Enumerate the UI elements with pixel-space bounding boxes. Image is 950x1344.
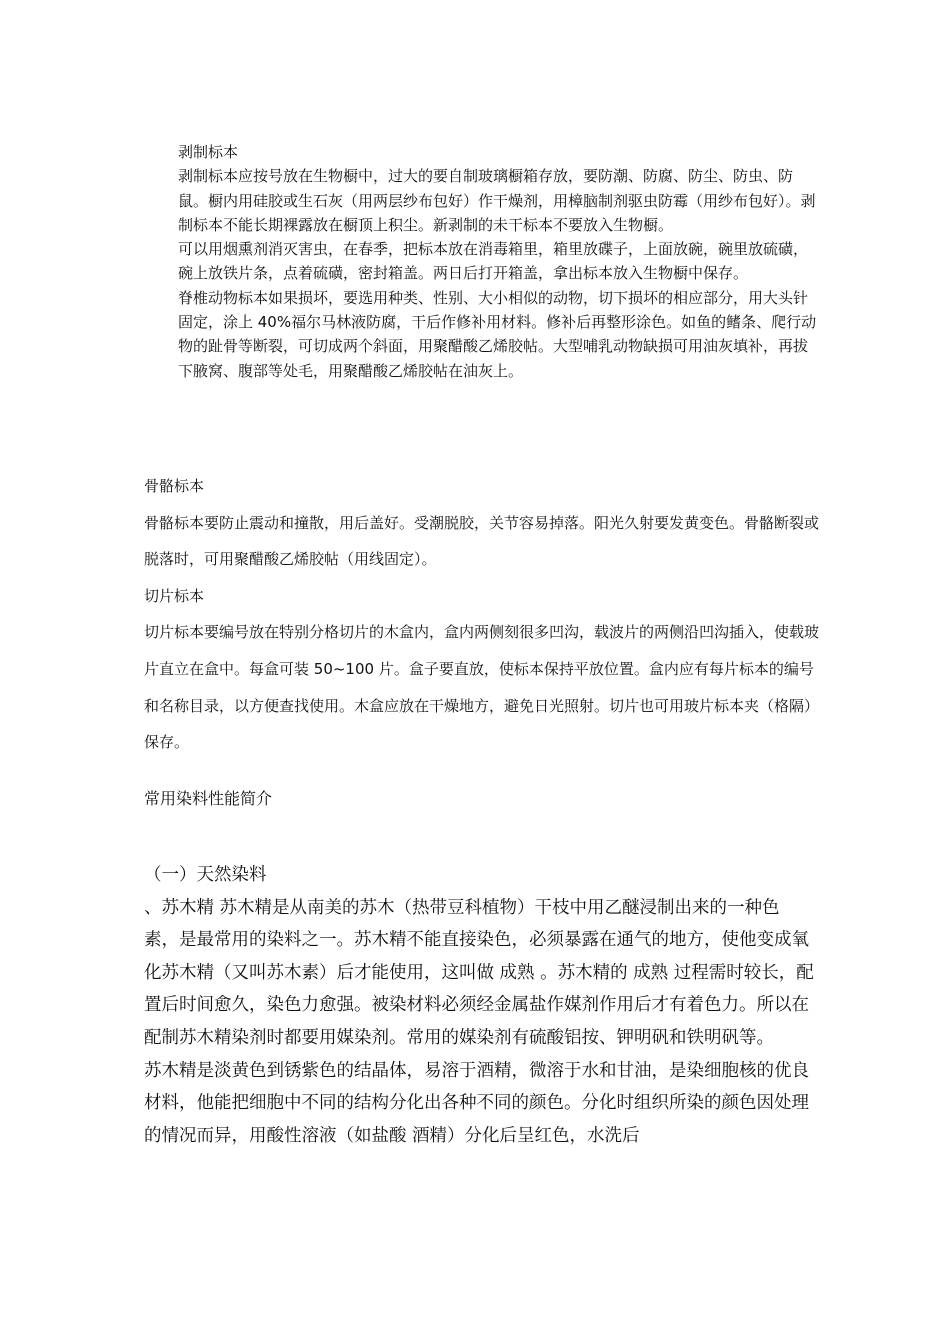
- skinned-specimen-paragraph-3: 脊椎动物标本如果损坏，要选用种类、性别、大小相似的动物，切下损坏的相应部分，用大头针固定，涂上 40%福尔马林液防腐，干后作修补用材料。修补后再整形涂色。如鱼的鳍条、爬行动物的趾骨等断裂，可切成两个斜面，用聚醋酸乙烯胶帖。大型哺乳动物缺损可用油灰填补，再拔下腋窝、腹部等处毛，用聚醋酸乙烯胶帖在油灰上。: [178, 288, 817, 380]
- skinned-specimen-paragraph-2: 可以用烟熏剂消灭害虫，在春季，把标本放在消毒箱里，箱里放碟子，上面放碗，碗里放硫磺，碗上放铁片条，点着硫磺，密封箱盖。两日后打开箱盖，拿出标本放入生物橱中保存。: [178, 240, 809, 283]
- skeleton-and-slice-section: [144, 468, 824, 761]
- hematoxylin-paragraph-1: 、苏木精 苏木精是从南美的苏木（热带豆科植物）干枝中用乙醚浸制出来的一种色素，是最常用的染料之一。苏木精不能直接染色，必须暴露在通气的地方，使他变成氧化苏木精（又叫苏木素）后才能使用，这叫做 成熟 。苏木精的 成熟 过程需时较长，配置后时间愈久，染色力愈强。被染材料必须经金属盐作媒剂作用后才有着色力。所以在配制苏木精染剂时都要用媒染剂。常用的媒染剂有硫酸铝按、钾明矾和铁明矾等。: [144, 897, 814, 1048]
- skinned-specimen-section: [178, 140, 818, 383]
- skeleton-specimen-paragraph: 骨骼标本要防止震动和撞散，用后盖好。受潮脱胶，关节容易掉落。阳光久射要发黄变色。骨骼断裂或脱落时，可用聚醋酸乙烯胶帖（用线固定）。: [144, 513, 820, 569]
- skinned-specimen-paragraph-1: 剥制标本应按号放在生物橱中，过大的要自制玻璃橱箱存放，要防潮、防腐、防尘、防虫、防鼠。橱内用硅胶或生石灰（用两层纱布包好）作干燥剂，用樟脑制剂驱虫防霉（用纱布包好）。剥制标本不能长期裸露放在橱顶上积尘。新剥制的未干标本不要放入生物橱。: [178, 167, 816, 234]
- slice-specimen-title: 切片标本: [144, 586, 205, 605]
- slice-specimen-paragraph: 切片标本要编号放在特别分格切片的木盒内，盒内两侧刻很多凹沟，载波片的两侧沿凹沟插入，使载玻片直立在盒中。每盒可装 50~100 片。盒子要直放，使标本保持平放位置。盒内应有每片标本的编号和名称目录，以方便查找使用。木盒应放在干燥地方，避免日光照射。切片也可用玻片标本夹（格隔）保存。: [144, 623, 820, 752]
- natural-dyes-title: （一）天然染料: [144, 865, 267, 885]
- dyes-heading: 常用染料性能简介: [144, 789, 273, 808]
- skeleton-specimen-title: 骨骼标本: [144, 477, 205, 495]
- natural-dyes-section: [144, 859, 814, 1152]
- hematoxylin-paragraph-2: 苏木精是淡黄色到锈紫色的结晶体，易溶于酒精，微溶于水和甘油，是染细胞核的优良材料，他能把细胞中不同的结构分化出各种不同的颜色。分化时组织所染的颜色因处理的情况而异，用酸性溶液（如盐酸 酒精）分化后呈红色，水洗后: [144, 1060, 809, 1146]
- skinned-specimen-title: 剥制标本: [178, 143, 239, 161]
